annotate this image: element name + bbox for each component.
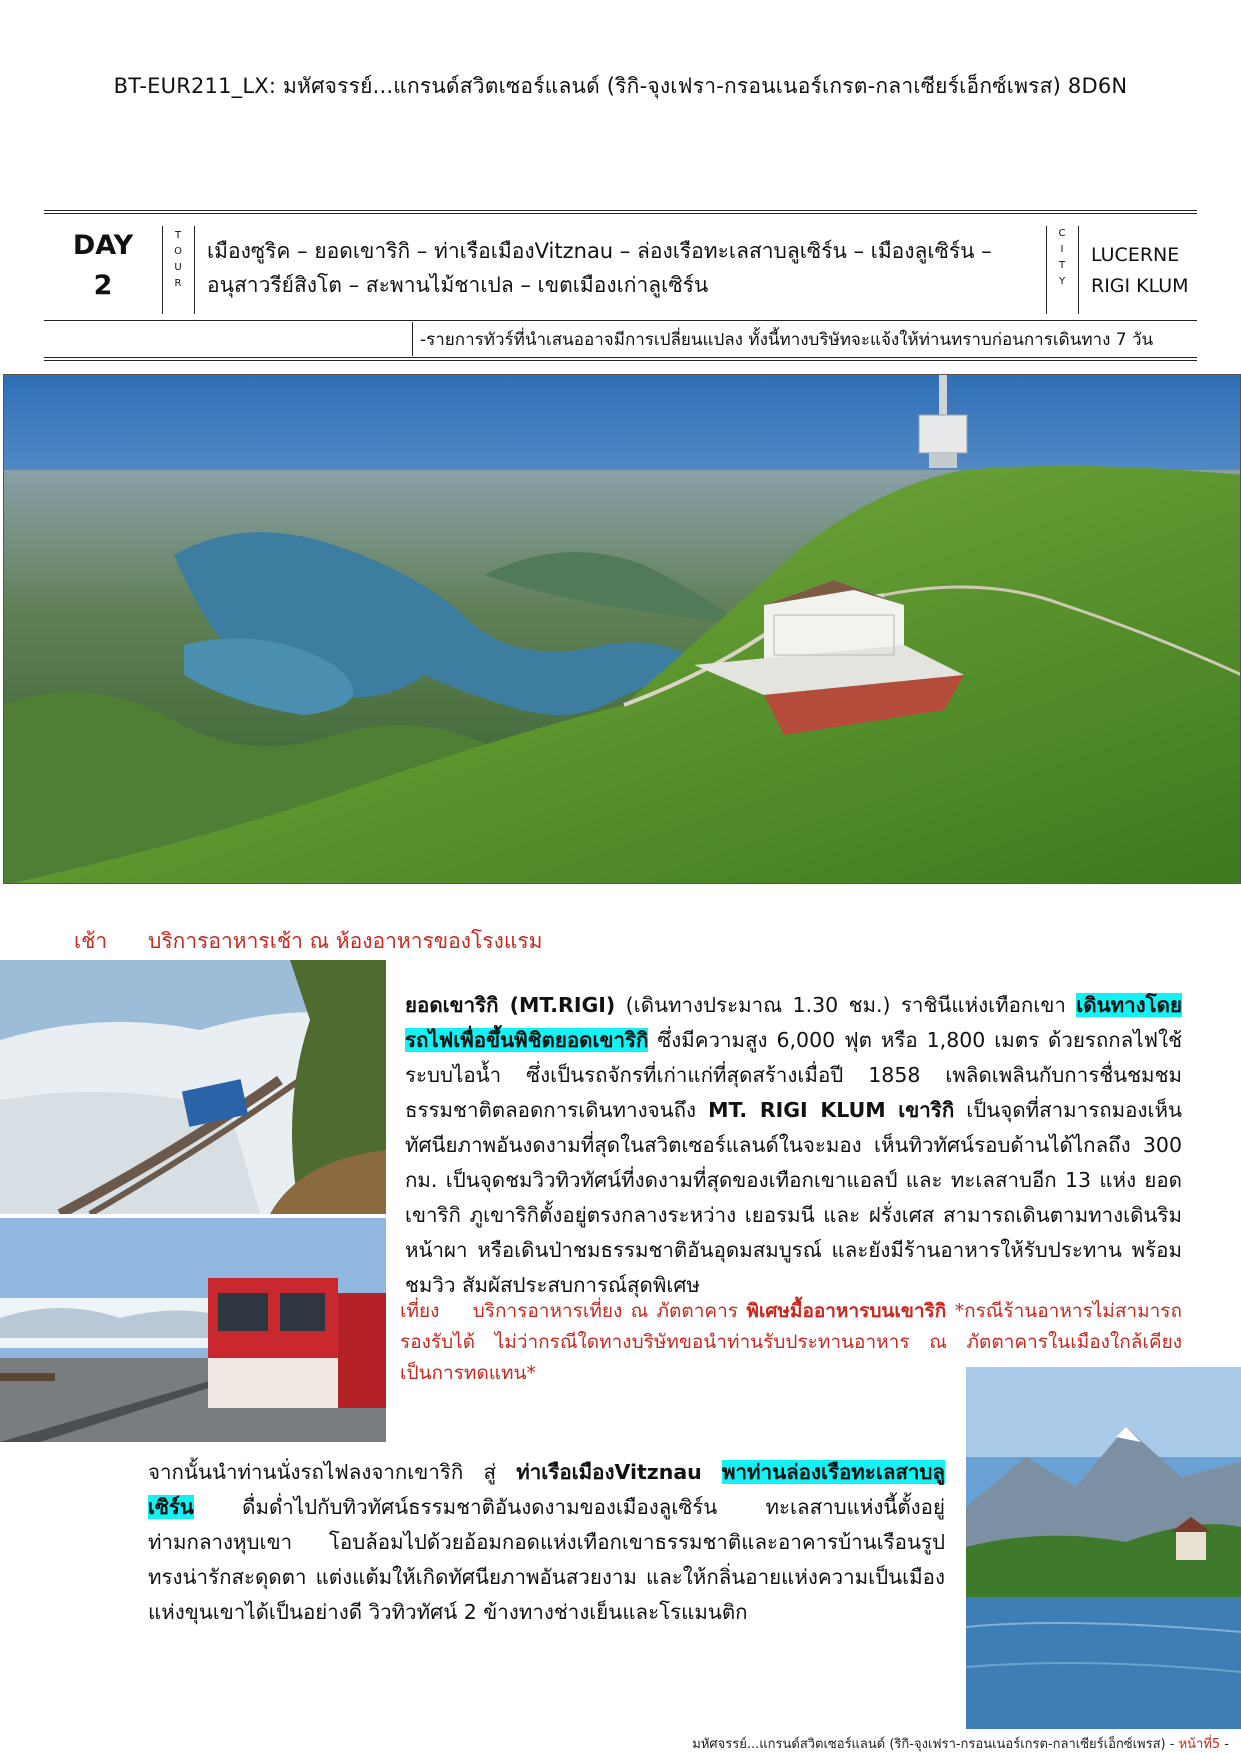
- city-list: LUCERNE RIGI KLUM: [1091, 244, 1189, 297]
- page-number: หน้าที่5: [1178, 1737, 1221, 1752]
- itinerary-note: -รายการทัวร์ที่นำเสนออาจมีการเปลี่ยนแปลง ทั้งนี้ทางบริษัทจะแจ้งให้ท่านทราบก่อนการเดินทาง 7 วัน: [420, 330, 1154, 350]
- document-title: BT-EUR211_LX: มหัศจรรย์...แกรนด์สวิตเซอร์แลนด์ (ริกิ-จุงเฟรา-กรอนเนอร์เกรต-กลาเซียร์เอ็กซ์เพรส) 8D6N: [113, 74, 1128, 98]
- breakfast-text: บริการอาหารเช้า ณ ห้องอาหารของโรงแรม: [148, 929, 543, 953]
- lake-cruise-highlight: พาท่านล่องเรือทะเลสาบลูเซิร์น: [148, 1460, 945, 1519]
- lunch-label: เที่ยง: [400, 1300, 440, 1322]
- rigi-train-highlight: เดินทางโดยรถไฟเพื่อขึ้นพิชิตยอดเขาริกิ: [405, 993, 1182, 1052]
- lake-lucerne-photo: [966, 1367, 1241, 1729]
- rigi-description: ยอดเขาริกิ (MT.RIGI) (เดินทางประมาณ 1.30 ชม.) ราชินีแห่งเทือกเขา เดินทางโดยรถไฟเพื่อขึ้นพิชิตยอดเขาริกิ ซึ่งมีความสูง 6,000 ฟุต หรือ 1,800 เมตร ด้วยรถกลไฟใช้ระบบไอน้ำ ซึ่งเป็นรถจักรที่เก่าแก่ที่สุดสร้างเมื่อปี 1858 เพลิดเพลินกับการชื่นชมชมธรรมชาติตลอดการเดินทางจนถึง MT. RIGI KLUM เขาริกิ เป็นจุดที่สามารถมองเห็นทัศนียภาพอันงดงามที่สุดในสวิตเซอร์แลนด์ในจะมอง เห็นทิวทัศน์รอบด้านได้ไกลถึง 300 กม. เป็นจุดชมวิวทิวทัศน์ที่งดงามที่สุดของเทือกเขาแอลป์ และ ทะเลสาบอีก 13 แห่ง ยอดเขาริกิ ภูเขาริกิตั้งอยู่ตรงกลางระหว่าง เยอรมนี และ ฝรั่งเศส สามารถเดินตามทางเดินริมหน้าผา หรือเดินป่าชมธรรมชาติอันอุดมสมบูรณ์ และยังมีร้านอาหารให้รับประทาน พร้อมชมวิว สัมผัสประสบการณ์สุดพิเศษ: [405, 993, 1182, 1297]
- table-divider: [412, 322, 413, 356]
- table-divider: [162, 226, 163, 314]
- rigi-summit-photo: [3, 374, 1241, 884]
- rigi-red-train-photo: [0, 1218, 386, 1442]
- table-mid-rule: [44, 320, 1197, 321]
- table-top-rule: [44, 210, 1197, 214]
- day-box: [44, 226, 162, 312]
- rigi-klum-label: MT. RIGI KLUM เขาริกิ: [708, 1098, 955, 1122]
- page-footer: มหัศจรรย์...แกรนด์สวิตเซอร์แลนด์ (ริกิ-จุงเฟรา-กรอนเนอร์เกรต-กลาเซียร์เอ็กซ์เพรส) - หน้าที่5 -: [692, 1737, 1229, 1752]
- day-route: เมืองซูริค – ยอดเขาริกิ – ท่าเรือเมืองVitznau – ล่องเรือทะเลสาบลูเซิร์น – เมืองลูเซิร์น – อนุสาวรีย์สิงโต – สะพานไม้ชาเปล – เขตเมืองเก่าลูเซิร์น: [207, 239, 992, 297]
- vitznau-pier: ท่าเรือเมืองVitznau: [516, 1460, 702, 1484]
- table-divider: [194, 226, 195, 314]
- breakfast-label: เช้า: [74, 929, 108, 953]
- table-bottom-rule: [44, 357, 1197, 361]
- lunch-special: พิเศษมื้ออาหารบนเขาริกิ: [746, 1300, 947, 1322]
- tour-vertical-label: T O U R: [174, 230, 182, 289]
- day-number: 2: [93, 270, 113, 301]
- city-vertical-label: C I T Y: [1058, 228, 1066, 287]
- vitznau-description: จากนั้นนำท่านนั่งรถไฟลงจากเขาริกิ สู่ ท่าเรือเมืองVitznau พาท่านล่องเรือทะเลสาบลูเซิร์น ดื่มด่ำไปกับทิวทัศน์ธรรมชาติอันงดงามของเมืองลูเซิร์น ทะเลสาบแห่งนี้ตั้งอยู่ท่ามกลางหุบเขา โอบล้อมไปด้วยอ้อมกอดแห่งเทือกเขาธรรมชาติและอาคารบ้านเรือนรูปทรงน่ารักสะดุดตา แต่งแต้มให้เกิดทัศนียภาพอันสวยงาม และให้กลิ่นอายแห่งความเป็นเมืองแห่งขุนเขาได้เป็นอย่างดี วิวทิวทัศน์ 2 ข้างทางช่างเย็นและโรแมนติก: [148, 1460, 945, 1624]
- day-label: DAY: [72, 230, 134, 261]
- lunch-description: เที่ยง บริการอาหารเที่ยง ณ ภัตตาคาร พิเศษมื้ออาหารบนเขาริกิ *กรณีร้านอาหารไม่สามารถรองรับได้ ไม่ว่ากรณีใดทางบริษัทขอนำท่านรับประทานอาหาร ณ ภัตตาคารในเมืองใกล้เคียงเป็นการทดแทน*: [400, 1300, 1182, 1384]
- rigi-title: ยอดเขาริกิ (MT.RIGI): [405, 993, 616, 1017]
- table-divider: [1046, 226, 1047, 314]
- rigi-railway-snow-photo: [0, 960, 386, 1214]
- table-divider: [1078, 226, 1079, 314]
